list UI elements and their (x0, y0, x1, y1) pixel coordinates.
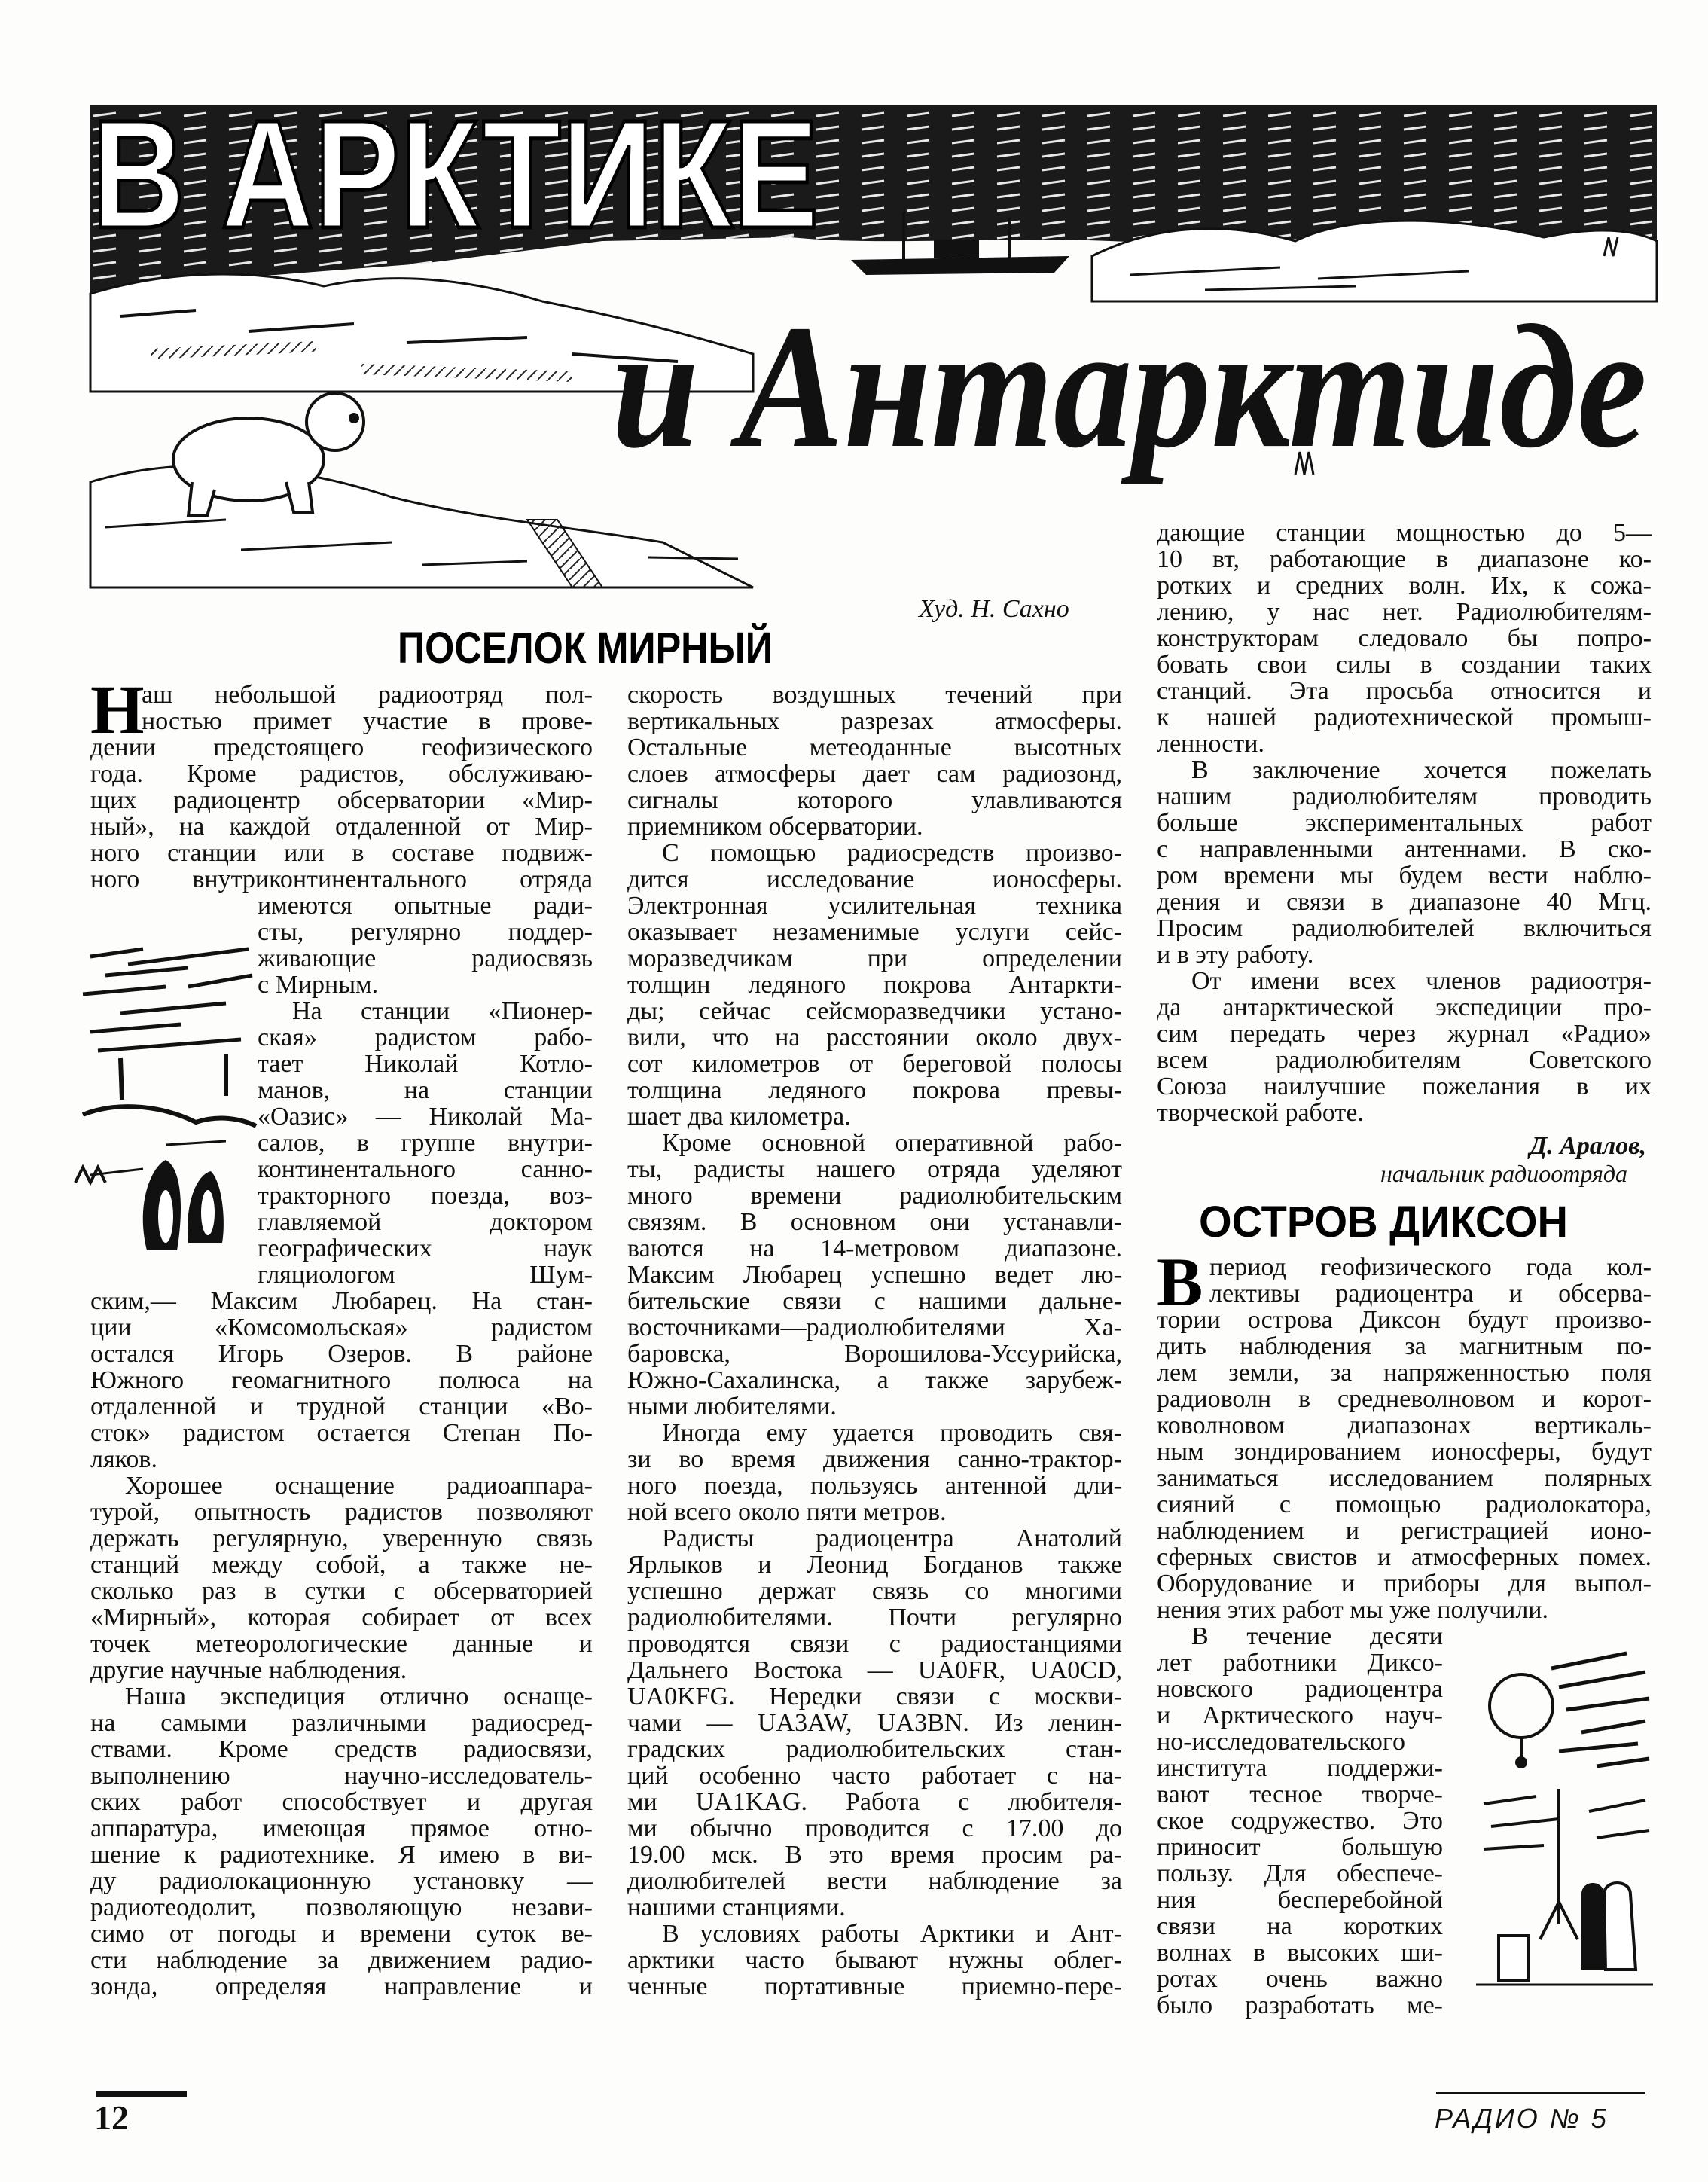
text-line: скорость воздушных течений при (627, 681, 1122, 709)
text-line: градских радиолюбительских стан- (627, 1735, 1122, 1763)
text-line: живающие радиосвязь (258, 945, 593, 972)
text-line: было разработать ме- (1157, 1991, 1443, 2019)
text-line: но-исследовательского (1157, 1728, 1406, 1756)
text-line: пользу. Для обеспече- (1157, 1860, 1443, 1888)
text-line: тории острова Диксон будут произво- (1157, 1306, 1652, 1334)
text-line: ченные портативные приемно-пере- (627, 1973, 1122, 2000)
text-line: сияний с помощью радиолокатора, (1157, 1491, 1652, 1518)
text-line: дить наблюдения за магнитным по- (1157, 1332, 1652, 1360)
text-line: аш небольшой радиоотряд пол- (142, 681, 593, 709)
text-line: ми обычно проводится с 17.00 до (627, 1814, 1122, 1842)
text-line: приемником обсерватории. (627, 813, 923, 841)
text-line: UA0KFG. Нередки связи с москви- (627, 1683, 1122, 1711)
text-line: с направленными антеннами. В ско- (1157, 835, 1652, 863)
text-line: вают тесное творче- (1157, 1781, 1443, 1808)
text-line: к нашей радиотехнической промыш- (1157, 703, 1652, 731)
text-line: Наша экспедиция отлично оснаще- (125, 1683, 593, 1711)
text-line: бительские связи с нашими дальне- (627, 1287, 1122, 1315)
text-line: чами — UA3AW, UA3BN. Из ленин- (627, 1709, 1122, 1737)
left-column (90, 671, 593, 2000)
text-line: Южно-Сахалинска, а также зарубеж- (627, 1366, 1122, 1394)
people-icon (1581, 1883, 1636, 1970)
text-line: С помощью радиосредств произво- (662, 839, 1122, 867)
text-line: связи на коротких (1157, 1912, 1443, 1940)
text-line: Электронная усилительная техника (627, 892, 1122, 920)
article-heading-mirny (398, 624, 774, 673)
text-line: бовать свои силы в создании таких (1157, 651, 1652, 679)
text-line: ды; сейчас сейсморазведчики устано- (627, 997, 1122, 1025)
text-line: моразведчикам при определении (627, 945, 1122, 972)
text-line: ный», на каждой отдаленной от Мир- (90, 813, 593, 841)
heading-text: ПОСЕЛОК МИРНЫЙ (398, 624, 773, 673)
text-line: нения этих работ мы уже получили. (1157, 1596, 1548, 1624)
text-line: на самыми различными радиосред- (90, 1709, 593, 1737)
text-line: вили, что на расстоянии около двух- (627, 1024, 1122, 1051)
text-line: всем радиолюбителям Советского (1157, 1046, 1652, 1074)
article-heading-dikson (1199, 1198, 1569, 1247)
text-line: ских работ способствует и другая (90, 1788, 593, 1816)
text-line: ское содружество. Это (1157, 1807, 1443, 1835)
text-line: точек метеорологические данные и (90, 1630, 593, 1658)
text-line: Максим Любарец успешно ведет лю- (627, 1261, 1122, 1289)
signature-name: Д. Аралов, (1529, 1132, 1646, 1160)
text-line: имеются опытные ради- (258, 892, 593, 920)
text-line: слоев атмосферы дает сам радиозонд, (627, 760, 1122, 788)
text-line: ными любителями. (627, 1393, 837, 1421)
text-line: волнах в высоких ши- (1157, 1939, 1443, 1967)
title-script: и Антарктиде (612, 288, 1647, 484)
text-line: лет работники Диксо- (1157, 1649, 1443, 1677)
text-line: восточниками—радиолюбителями Ха- (627, 1314, 1122, 1341)
text-line: Иногда ему удается проводить свя- (662, 1419, 1122, 1447)
text-line: ротких и средних волн. Их, к сожа- (1157, 572, 1652, 600)
text-line: манов, на станции (258, 1076, 593, 1104)
text-line: Радисты радиоцентра Анатолий (662, 1524, 1122, 1552)
text-line: другие научные наблюдения. (90, 1656, 407, 1684)
text-line: связям. В основном они устанавли- (627, 1208, 1122, 1236)
signature-title: начальник радиоотряда (1380, 1160, 1627, 1187)
text-line: сигналы которого улавливаются (627, 786, 1122, 814)
text-line: континентального санно- (258, 1155, 593, 1183)
text-line: ций особенно часто работает с на- (627, 1762, 1122, 1790)
text-line: На станции «Пионер- (292, 997, 593, 1025)
text-line: наблюдением и регистрацией ионо- (1157, 1517, 1652, 1545)
text-line: ром времени мы будем вести наблю- (1157, 862, 1652, 890)
text-line: ты, радисты нашего отряда уделяют (627, 1155, 1122, 1183)
text-line: ностью примет участие в прове- (142, 707, 593, 735)
text-line: дении предстоящего геофизического (90, 734, 593, 761)
text-line: 19.00 мск. В это время просим ра- (627, 1841, 1122, 1869)
text-line: Дальнего Востока — UA0FR, UA0CD, (627, 1656, 1122, 1684)
text-line: лем земли, за напряженностью поля (1157, 1359, 1652, 1387)
text-line: географических наук (258, 1234, 593, 1262)
text-line: ной всего около пяти метров. (627, 1498, 947, 1526)
text-line: диолюбителей вести наблюдение за (627, 1867, 1122, 1895)
text-line: ным зондированием ионосферы, будут (1157, 1438, 1652, 1466)
text-line: Ярлыков и Леонид Богданов также (627, 1551, 1122, 1579)
text-line: сот километров от береговой полосы (627, 1050, 1122, 1078)
text-line: салов, в группе внутри- (258, 1129, 593, 1157)
drop-cap: В (1157, 1244, 1203, 1320)
text-line: ленности. (1157, 730, 1264, 758)
text-line: сти наблюдение за движением радио- (90, 1946, 593, 1974)
text-line: с Мирным. (258, 971, 379, 999)
title-top: В АРКТИКЕ (92, 88, 819, 261)
text-line: сколько раз в сутки с обсерваторией (90, 1577, 593, 1605)
text-line: больше экспериментальных работ (1157, 809, 1652, 837)
text-line: симо от погоды и времени суток ве- (90, 1920, 593, 1948)
text-line: года. Кроме радистов, обслуживаю- (90, 760, 593, 788)
text-line: ции «Комсомольская» радистом (90, 1314, 593, 1341)
text-line: Остальные метеоданные высотных (627, 734, 1122, 761)
text-line: радиоволн в средневолновом и корот- (1157, 1385, 1652, 1413)
text-line: ротах очень важно (1157, 1965, 1443, 1993)
text-line: турой, опытность радистов позволяют (90, 1498, 593, 1526)
text-line: дения и связи в диапазоне 40 Мгц. (1157, 888, 1652, 916)
text-line: Просим радиолюбителей включиться (1157, 914, 1652, 942)
text-line: От имени всех членов радиоотря- (1191, 967, 1652, 995)
text-line: ми UA1KAG. Работа с любителя- (627, 1788, 1122, 1816)
text-line: период геофизического года кол- (1209, 1253, 1652, 1281)
text-line: оказывает незаменимые услуги сейс- (627, 918, 1122, 946)
text-line: держать регулярную, уверенную связь (90, 1524, 593, 1552)
text-line: баровска, Ворошилова-Уссурийска, (627, 1340, 1122, 1368)
text-line: и Арктического науч- (1157, 1701, 1443, 1729)
text-line: ния бесперебойной (1157, 1886, 1443, 1914)
text-line: ским,— Максим Любарец. На стан- (90, 1287, 593, 1315)
text-line: ваются на 14-метровом диапазоне. (627, 1234, 1122, 1262)
text-line: отдаленной и трудной станции «Во- (90, 1393, 593, 1421)
text-line: ного внутриконтинентального отряда (90, 865, 593, 893)
text-line: Кроме основной оперативной рабо- (662, 1129, 1122, 1157)
text-line: шает два километра. (627, 1103, 851, 1131)
text-line: лективы радиоцентра и обсерва- (1209, 1280, 1652, 1308)
text-line: ного станции или в составе подвиж- (90, 839, 593, 867)
page-number: 12 (94, 2098, 129, 2137)
text-line: арктики часто бывают нужны облег- (627, 1946, 1122, 1974)
text-line: зи во время движения санно-трактор- (627, 1445, 1122, 1473)
text-line: В условиях работы Арктики и Ант- (662, 1920, 1122, 1948)
text-line: успешно держат связь со многими (627, 1577, 1122, 1605)
text-line: В заключение хочется пожелать (1191, 756, 1652, 784)
text-line: лению, у нас нет. Радиолюбителям- (1157, 598, 1652, 626)
text-line: гляциологом Шум- (258, 1261, 593, 1289)
penguins-illustration (75, 934, 258, 1250)
text-line: щих радиоцентр обсерватории «Мир- (90, 786, 593, 814)
right-column (1157, 520, 1652, 1126)
text-line: ствами. Кроме средств радиосвязи, (90, 1735, 593, 1763)
text-line: толщин ледяного покрова Антаркти- (627, 971, 1122, 999)
text-line: главляемой доктором (258, 1208, 593, 1236)
footer-rule-left (96, 2091, 187, 2097)
text-line: сферных свистов и атмосферных помех. (1157, 1543, 1652, 1571)
text-line: шение к радиотехнике. Я имею в ви- (90, 1841, 593, 1869)
antenna-mast-icon (1540, 1789, 1578, 1939)
text-line: вертикальных разрезах атмосферы. (627, 707, 1122, 735)
text-line: 10 вт, работающие в диапазоне ко- (1157, 545, 1652, 573)
text-line: ская» радистом рабо- (258, 1024, 593, 1051)
text-line: тракторного поезда, воз- (258, 1182, 593, 1210)
text-line: новского радиоцентра (1157, 1675, 1443, 1703)
text-line: много времени радиолюбительским (627, 1182, 1122, 1210)
text-line: «Мирный», которая собирает от всех (90, 1604, 593, 1631)
penguin-icon (143, 1160, 224, 1250)
text-line: дающие станции мощностью до 5— (1157, 519, 1652, 547)
middle-column (627, 682, 1122, 2000)
text-line: ду радиолокационную установку — (90, 1867, 593, 1895)
magazine-issue: РАДИО № 5 (1435, 2103, 1609, 2134)
radiosonde-balloon-icon (1490, 1674, 1553, 1768)
text-line: Хорошее оснащение радиоаппара- (125, 1472, 593, 1500)
text-line: В течение десяти (1191, 1622, 1443, 1650)
text-line: тает Николай Котло- (258, 1050, 593, 1078)
text-line: радиолюбителями. Почти регулярно (627, 1604, 1122, 1631)
text-line: да антарктической экспедиции про- (1157, 993, 1652, 1021)
text-line: заниматься исследованием полярных (1157, 1464, 1652, 1492)
text-line: радиотеодолит, позволяющую незави- (90, 1894, 593, 1921)
text-line: нашим радиолюбителям проводить (1157, 783, 1652, 810)
text-line: дится исследование ионосферы. (627, 865, 1122, 893)
text-line: сты, регулярно поддер- (258, 918, 593, 946)
text-line: станций между собой, а также не- (90, 1551, 593, 1579)
text-line: «Оазис» — Николай Ма- (258, 1103, 593, 1131)
footer-rule-right (1436, 2092, 1645, 2094)
text-line: проводятся связи с радиостанциями (627, 1630, 1122, 1658)
drop-cap: Н (90, 671, 145, 748)
text-line: остался Игорь Озеров. В районе (90, 1340, 593, 1368)
text-line: Союза наилучшие пожелания в их (1157, 1073, 1652, 1100)
dikson-illustration (1476, 1653, 1653, 1992)
text-line: Южного геомагнитного полюса на (90, 1366, 593, 1394)
text-line: приносит большую (1157, 1833, 1443, 1861)
header-illustration (0, 0, 1708, 603)
text-line: ляков. (90, 1445, 157, 1473)
text-line: творческой работе. (1157, 1099, 1364, 1127)
text-line: сим передать через журнал «Радио» (1157, 1020, 1652, 1048)
text-line: института поддержи- (1157, 1754, 1443, 1782)
text-line: зонда, определяя направление и (90, 1973, 593, 2000)
text-line: аппаратура, имеющая прямое отно- (90, 1814, 593, 1842)
text-line: ного поезда, пользуясь антенной дли- (627, 1472, 1122, 1500)
text-line: и в эту работу. (1157, 941, 1314, 969)
text-line: конструкторам следовало бы попро- (1157, 624, 1652, 652)
text-line: Оборудование и приборы для выпол- (1157, 1570, 1652, 1598)
text-line: станций. Эта просьба относится и (1157, 677, 1652, 705)
text-line: выполнению научно-исследователь- (90, 1762, 593, 1790)
text-line: толщина ледяного покрова превы- (627, 1076, 1122, 1104)
heading-text: ОСТРОВ ДИКСОН (1199, 1198, 1568, 1247)
illustrator-credit: Худ. Н. Сахно (919, 595, 1069, 623)
text-line: коволновом диапазонах вертикаль- (1157, 1411, 1652, 1439)
text-line: сток» радистом остается Степан По- (90, 1419, 593, 1447)
text-line: нашими станциями. (627, 1894, 846, 1921)
